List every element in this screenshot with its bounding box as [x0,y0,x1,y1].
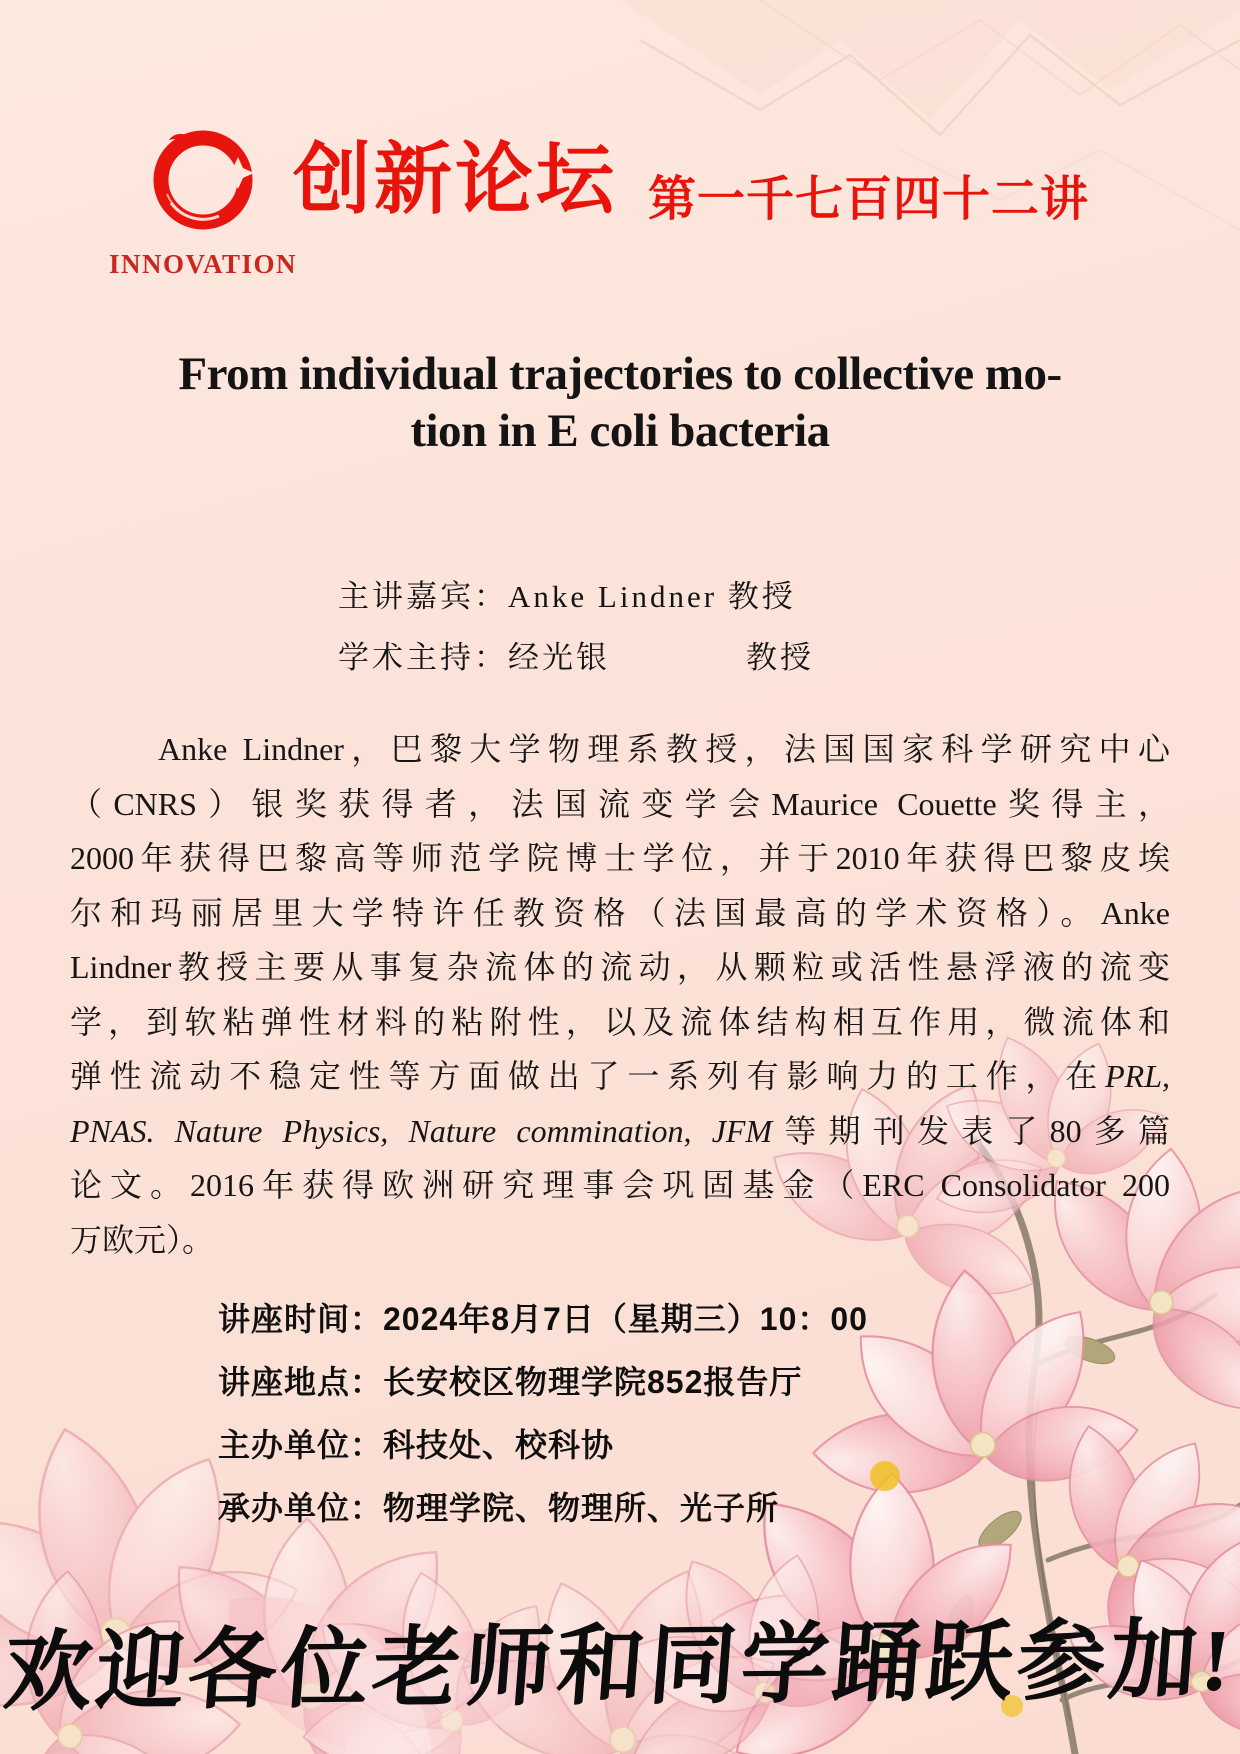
lecture-title-line1: From individual trajectories to collective mo- [178,348,1062,400]
bio-line: 2000年获得巴黎高等师范学院博士学位，并于2010年获得巴黎皮埃 [70,840,1170,876]
bio-line: PNAS. Nature Physics, Nature commination, JFM等期刊发表了80多篇 [70,1112,1170,1149]
welcome-calligraphy: 欢迎各位老师和同学踊跃参加! [0,1612,1239,1723]
speakers-block [338,566,814,688]
bio-line: 弹性流动不稳定性等方面做出了一系列有影响力的工作，在PRL, [70,1058,1170,1094]
bio-line: 万欧元）。 [70,1221,215,1258]
lecture-details [218,1288,868,1540]
forum-title: 创新论坛 [293,135,618,223]
bio-line: 学，到软粘弹性材料的粘附性，以及流体结构相互作用，微流体和 [70,1003,1170,1040]
bio-line: Lindner教授主要从事复杂流体的流动，从颗粒或活性悬浮液的流变 [70,949,1170,985]
speaker-line: 主讲嘉宾：Anke Lindner 教授 [338,579,796,614]
detail-line-time: 讲座时间：2024年8月7日（星期三）10：00 [218,1301,868,1337]
detail-line-co-organizer: 承办单位：物理学院、物理所、光子所 [218,1490,780,1526]
bio-line: 论文。2016年获得欧洲研究理事会巩固基金（ERC Consolidator 200 [70,1167,1170,1203]
host-line: 学术主持：经光银 教授 [338,640,814,675]
logo-wordmark: INNOVATION [108,249,298,279]
detail-line-organizer: 主办单位：科技处、校科协 [218,1427,615,1463]
bio-paragraph [70,722,1170,1267]
lecture-title [0,346,1240,461]
detail-line-location: 讲座地点：长安校区物理学院852报告厅 [218,1364,803,1400]
lecture-title-line2: tion in E coli bacteria [410,405,830,458]
innovation-brush-ring-icon [143,120,263,240]
lecture-number: 第一千七百四十二讲 [648,173,1090,226]
logo-block [86,120,320,280]
bio-line: 尔和玛丽居里大学特许任教资格（法国最高的学术资格）。Anke [70,894,1170,931]
bio-line: （CNRS）银奖获得者，法国流变学会Maurice Couette奖得主， [70,785,1170,822]
bio-line: Anke Lindner，巴黎大学物理系教授，法国国家科学研究中心 [158,731,1170,767]
